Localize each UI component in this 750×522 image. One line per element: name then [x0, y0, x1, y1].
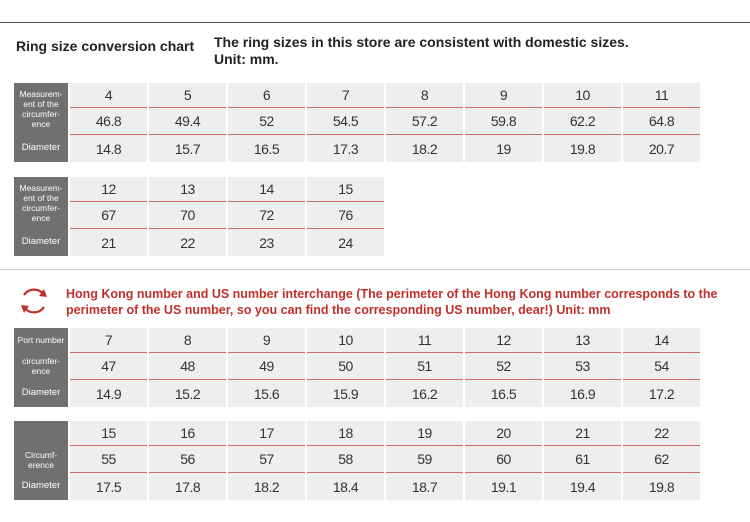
circumference-cell: 61 [544, 446, 621, 473]
size-column [386, 421, 463, 500]
diameter-cell: 17.3 [332, 140, 359, 157]
circumference-cell: 56 [149, 446, 226, 473]
size-cell: 14 [228, 177, 305, 202]
size-cell: 17 [228, 421, 305, 446]
diameter-cell: 22 [180, 234, 195, 251]
circumference-cell: 76 [307, 202, 384, 229]
diameter-cell: 19.8 [648, 478, 675, 495]
size-column [465, 328, 542, 407]
diameter-cell: 16.9 [569, 385, 596, 402]
circumference-cell: 55 [70, 446, 147, 473]
page-title: Ring size conversion chart [16, 38, 195, 54]
circumference-cell: 67 [70, 202, 147, 229]
circumference-cell: 50 [307, 353, 384, 380]
size-cell: 13 [149, 177, 226, 202]
diameter-cell: 17.2 [648, 385, 675, 402]
diameter-label: Diameter [21, 479, 61, 491]
size-column [70, 177, 147, 256]
circumference-cell: 64.8 [623, 108, 700, 135]
circumference-cell: 53 [544, 353, 621, 380]
size-column [149, 421, 226, 500]
size-column [228, 177, 305, 256]
circumference-label: circumfer-ence [22, 355, 60, 376]
circumference-cell: 59 [386, 446, 463, 473]
size-column [465, 83, 542, 162]
size-cell: 18 [307, 421, 384, 446]
unit-note [214, 34, 629, 68]
diameter-cell: 16.2 [411, 385, 438, 402]
size-cell: 22 [623, 421, 700, 446]
circumference-cell: 48 [149, 353, 226, 380]
size-column [228, 328, 305, 407]
circumference-cell: 70 [149, 202, 226, 229]
size-cell: 15 [307, 177, 384, 202]
diameter-label: Diameter [21, 235, 61, 247]
size-column [149, 177, 226, 256]
diameter-cell: 20.7 [648, 140, 675, 157]
size-cell: 10 [544, 83, 621, 108]
size-cell: 14 [623, 328, 700, 353]
size-cell: 13 [544, 328, 621, 353]
circumference-cell: 58 [307, 446, 384, 473]
circumference-cell: 52 [465, 353, 542, 380]
diameter-label: Diameter [21, 141, 61, 153]
circumference-cell: 62 [623, 446, 700, 473]
size-column [70, 328, 147, 407]
size-cell: 8 [149, 328, 226, 353]
size-table-2 [14, 177, 384, 256]
diameter-cell: 15.2 [174, 385, 201, 402]
circumference-cell: 60 [465, 446, 542, 473]
unit-note-line-1: The ring sizes in this store are consistent with domestic sizes. [214, 34, 629, 50]
size-column [623, 83, 700, 162]
size-cell: 7 [307, 83, 384, 108]
circumference-cell: 54.5 [307, 108, 384, 135]
circumference-cell: 49.4 [149, 108, 226, 135]
circumference-cell: 59.8 [465, 108, 542, 135]
diameter-cell: 19.1 [490, 478, 517, 495]
circumference-cell: 62.2 [544, 108, 621, 135]
diameter-cell: 24 [338, 234, 353, 251]
diameter-cell: 18.2 [253, 478, 280, 495]
size-cell: 11 [386, 328, 463, 353]
size-cell: 20 [465, 421, 542, 446]
diameter-cell: 15.6 [253, 385, 280, 402]
diameter-cell: 19.4 [569, 478, 596, 495]
size-table-1 [14, 83, 700, 162]
size-column [307, 83, 384, 162]
size-cell: 9 [228, 328, 305, 353]
size-column [228, 83, 305, 162]
diameter-cell: 17.8 [174, 478, 201, 495]
circumference-label: Measurem-ent of the circumfer-ence [19, 182, 63, 223]
size-column [544, 421, 621, 500]
size-cell: 8 [386, 83, 463, 108]
diameter-cell: 23 [259, 234, 274, 251]
diameter-cell: 19 [496, 140, 511, 157]
diameter-cell: 16.5 [253, 140, 280, 157]
circumference-cell: 57 [228, 446, 305, 473]
size-cell: 10 [307, 328, 384, 353]
size-column [307, 177, 384, 256]
row-labels [14, 421, 68, 500]
hk-us-table-2 [14, 421, 700, 500]
size-cell: 5 [149, 83, 226, 108]
circumference-cell: 46.8 [70, 108, 147, 135]
size-column [149, 83, 226, 162]
row-labels [14, 177, 68, 256]
diameter-label: Diameter [21, 386, 61, 398]
size-column [307, 421, 384, 500]
diameter-cell: 17.5 [95, 478, 122, 495]
circumference-cell: 49 [228, 353, 305, 380]
diameter-cell: 18.4 [332, 478, 359, 495]
size-column [228, 421, 305, 500]
size-cell: 7 [70, 328, 147, 353]
size-column [544, 328, 621, 407]
size-column [386, 83, 463, 162]
circumference-cell: 52 [228, 108, 305, 135]
size-column [70, 421, 147, 500]
diameter-cell: 19.8 [569, 140, 596, 157]
size-column [623, 421, 700, 500]
diameter-cell: 21 [101, 234, 116, 251]
port-number-label: Port number [17, 335, 65, 345]
size-column [307, 328, 384, 407]
row-labels [14, 83, 68, 162]
size-column [544, 83, 621, 162]
diameter-cell: 14.9 [95, 385, 122, 402]
diameter-cell: 18.7 [411, 478, 438, 495]
size-cell: 11 [623, 83, 700, 108]
size-cell: 15 [70, 421, 147, 446]
diameter-cell: 16.5 [490, 385, 517, 402]
circumference-label: Measurem-ent of the circumfer-ence [19, 88, 63, 129]
size-cell: 9 [465, 83, 542, 108]
size-cell: 21 [544, 421, 621, 446]
circumference-cell: 72 [228, 202, 305, 229]
size-cell: 12 [465, 328, 542, 353]
top-rule [0, 22, 750, 23]
blank-label [14, 421, 68, 447]
hk-us-conversion-note: Hong Kong number and US number interchange (The perimeter of the Hong Kong number corresponds to the perimeter of the US number, so you can find the corresponding US number, dear!) Unit: mm [66, 287, 718, 317]
diameter-cell: 15.7 [174, 140, 201, 157]
diameter-cell: 18.2 [411, 140, 438, 157]
size-cell: 19 [386, 421, 463, 446]
size-column [386, 328, 463, 407]
unit-note-line-2: Unit: mm. [214, 51, 279, 67]
circular-swap-arrows-icon [16, 283, 52, 319]
circumference-cell: 51 [386, 353, 463, 380]
size-cell: 12 [70, 177, 147, 202]
size-cell: 4 [70, 83, 147, 108]
row-labels [14, 328, 68, 407]
circumference-cell: 47 [70, 353, 147, 380]
diameter-cell: 14.8 [95, 140, 122, 157]
size-cell: 6 [228, 83, 305, 108]
circumference-label: Circumf-erence [24, 449, 58, 470]
size-column [623, 328, 700, 407]
size-cell: 16 [149, 421, 226, 446]
hk-us-table-1 [14, 328, 700, 407]
size-column [465, 421, 542, 500]
circumference-cell: 57.2 [386, 108, 463, 135]
size-column [149, 328, 226, 407]
circumference-cell: 54 [623, 353, 700, 380]
section-divider [0, 269, 750, 270]
size-column [70, 83, 147, 162]
diameter-cell: 15.9 [332, 385, 359, 402]
